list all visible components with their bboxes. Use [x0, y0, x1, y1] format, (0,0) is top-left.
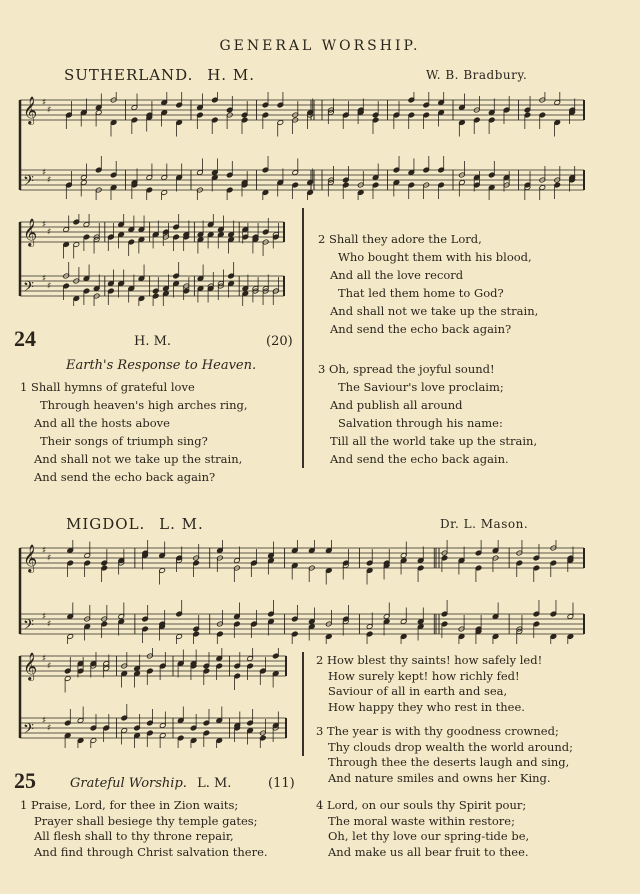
svg-text:𝄢: 𝄢: [23, 173, 34, 193]
hymn-meter-24: H. M.: [134, 334, 172, 349]
hymn-subtitle-25: Grateful Worship.: [70, 776, 187, 791]
verse-line: And send the echo back again?: [34, 470, 216, 484]
svg-text:♯: ♯: [47, 227, 52, 238]
verse-line: Oh, let thy love our spring-tide be,: [328, 829, 530, 843]
svg-text:♯: ♯: [42, 168, 47, 178]
svg-text:♯: ♯: [42, 546, 47, 556]
verse-line: Their songs of triumph sing?: [40, 434, 208, 448]
hymn-subtitle-24: Earth's Response to Heaven.: [66, 358, 257, 373]
verse-line: And make us all bear fruit to thee.: [328, 844, 529, 859]
verse-25-2: [316, 653, 542, 715]
verse-line: How surely kept! how richly fed!: [328, 668, 520, 683]
verse-line: That led them home to God?: [338, 286, 504, 300]
verse-line: Through thee the deserts laugh and sing,: [328, 755, 570, 769]
svg-text:♯: ♯: [47, 661, 52, 672]
verse-line: Saviour of all in earth and sea,: [328, 684, 508, 698]
verse-line: Salvation through his name:: [338, 416, 503, 430]
tune-meter: H. M.: [207, 66, 255, 84]
verse-25-1: [20, 798, 268, 860]
verse-line: The Saviour's love proclaim;: [338, 380, 504, 394]
svg-text:♯: ♯: [47, 281, 52, 292]
svg-text:♯: ♯: [42, 98, 47, 108]
svg-text:𝄞: 𝄞: [23, 544, 38, 572]
svg-text:♯: ♯: [47, 723, 52, 734]
verse-24-2: [318, 230, 538, 338]
verse-line: And find through Christ salvation there.: [34, 844, 268, 859]
verse-line: And send the echo back again?: [330, 322, 512, 336]
svg-text:𝄞: 𝄞: [23, 218, 38, 246]
music-score-sutherland-system1: [16, 92, 586, 200]
verse-line: 4 Lord, on our souls thy Spirit pour;: [316, 798, 527, 812]
hymn-meter-25: L. M.: [197, 776, 232, 791]
svg-text:♯: ♯: [47, 619, 52, 630]
verse-24-1: [20, 378, 248, 486]
verse-25-3: [316, 724, 573, 786]
verse-line: 1 Praise, Lord, for thee in Zion waits;: [20, 798, 239, 812]
verse-line: 2 Shall they adore the Lord,: [318, 232, 482, 246]
verse-line: 1 Shall hymns of grateful love: [20, 380, 195, 394]
verse-line: 3 Oh, spread the joyful sound!: [318, 362, 495, 376]
svg-text:♯: ♯: [47, 175, 52, 186]
verse-line: 2 How blest thy saints! how safely led!: [316, 653, 543, 667]
column-divider: [302, 652, 304, 756]
verse-line: And shall not we take up the strain,: [34, 452, 243, 466]
verse-line: Prayer shall besiege thy temple gates;: [34, 813, 258, 828]
verse-line: And all the love record: [330, 268, 464, 282]
hymn-heading-25: [70, 776, 231, 791]
svg-text:♯: ♯: [47, 553, 52, 564]
verse-line: How happy they who rest in thee.: [328, 699, 525, 714]
verse-line: And send the echo back again.: [330, 452, 509, 466]
svg-text:♯: ♯: [47, 105, 52, 116]
svg-text:𝄢: 𝄢: [23, 279, 34, 299]
verse-line: And nature smiles and owns her King.: [328, 770, 551, 785]
svg-text:♯: ♯: [42, 220, 47, 230]
tune-name: MIGDOL.: [66, 515, 146, 533]
hymn-number-25: 25: [14, 768, 36, 793]
verse-line: Thy clouds drop wealth the world around;: [328, 739, 574, 754]
verse-line: Till all the world take up the strain,: [330, 434, 538, 448]
tune-name: SUTHERLAND.: [64, 66, 194, 84]
svg-text:♯: ♯: [42, 274, 47, 284]
music-score-migdol-system2: [16, 648, 288, 748]
svg-text:♯: ♯: [42, 612, 47, 622]
svg-text:𝄞: 𝄞: [23, 96, 38, 124]
column-divider: [302, 208, 304, 468]
verse-line: The moral waste within restore;: [328, 813, 515, 828]
verse-line: 3 The year is with thy goodness crowned;: [316, 724, 559, 738]
hymn-ref-25: (11): [268, 776, 295, 791]
music-score-sutherland-system2: [16, 214, 286, 306]
verse-line: Who bought them with his blood,: [338, 250, 532, 264]
music-score-migdol-system1: [16, 540, 586, 644]
tune-title-sutherland: [64, 66, 255, 84]
verse-line: And publish all around: [330, 398, 463, 412]
svg-text:𝄢: 𝄢: [23, 721, 34, 741]
verse-line: And shall not we take up the strain,: [330, 304, 539, 318]
verse-25-4: [316, 798, 529, 860]
hymn-number-24: 24: [14, 326, 36, 351]
verse-24-3: [318, 360, 537, 468]
tune-meter: L. M.: [159, 515, 204, 533]
tune-title-migdol: [66, 515, 204, 533]
page-header: GENERAL WORSHIP.: [219, 38, 421, 54]
verse-line: All flesh shall to thy throne repair,: [34, 829, 234, 843]
composer-migdol: Dr. L. Mason.: [440, 517, 529, 531]
hymn-ref-24: (20): [266, 334, 293, 349]
verse-line: And all the hosts above: [34, 416, 170, 430]
composer-sutherland: W. B. Bradbury.: [426, 68, 528, 82]
svg-text:♯: ♯: [42, 716, 47, 726]
verse-line: Through heaven's high arches ring,: [40, 398, 248, 412]
svg-text:𝄢: 𝄢: [23, 617, 34, 637]
svg-text:𝄞: 𝄞: [23, 652, 38, 680]
svg-text:♯: ♯: [42, 654, 47, 664]
